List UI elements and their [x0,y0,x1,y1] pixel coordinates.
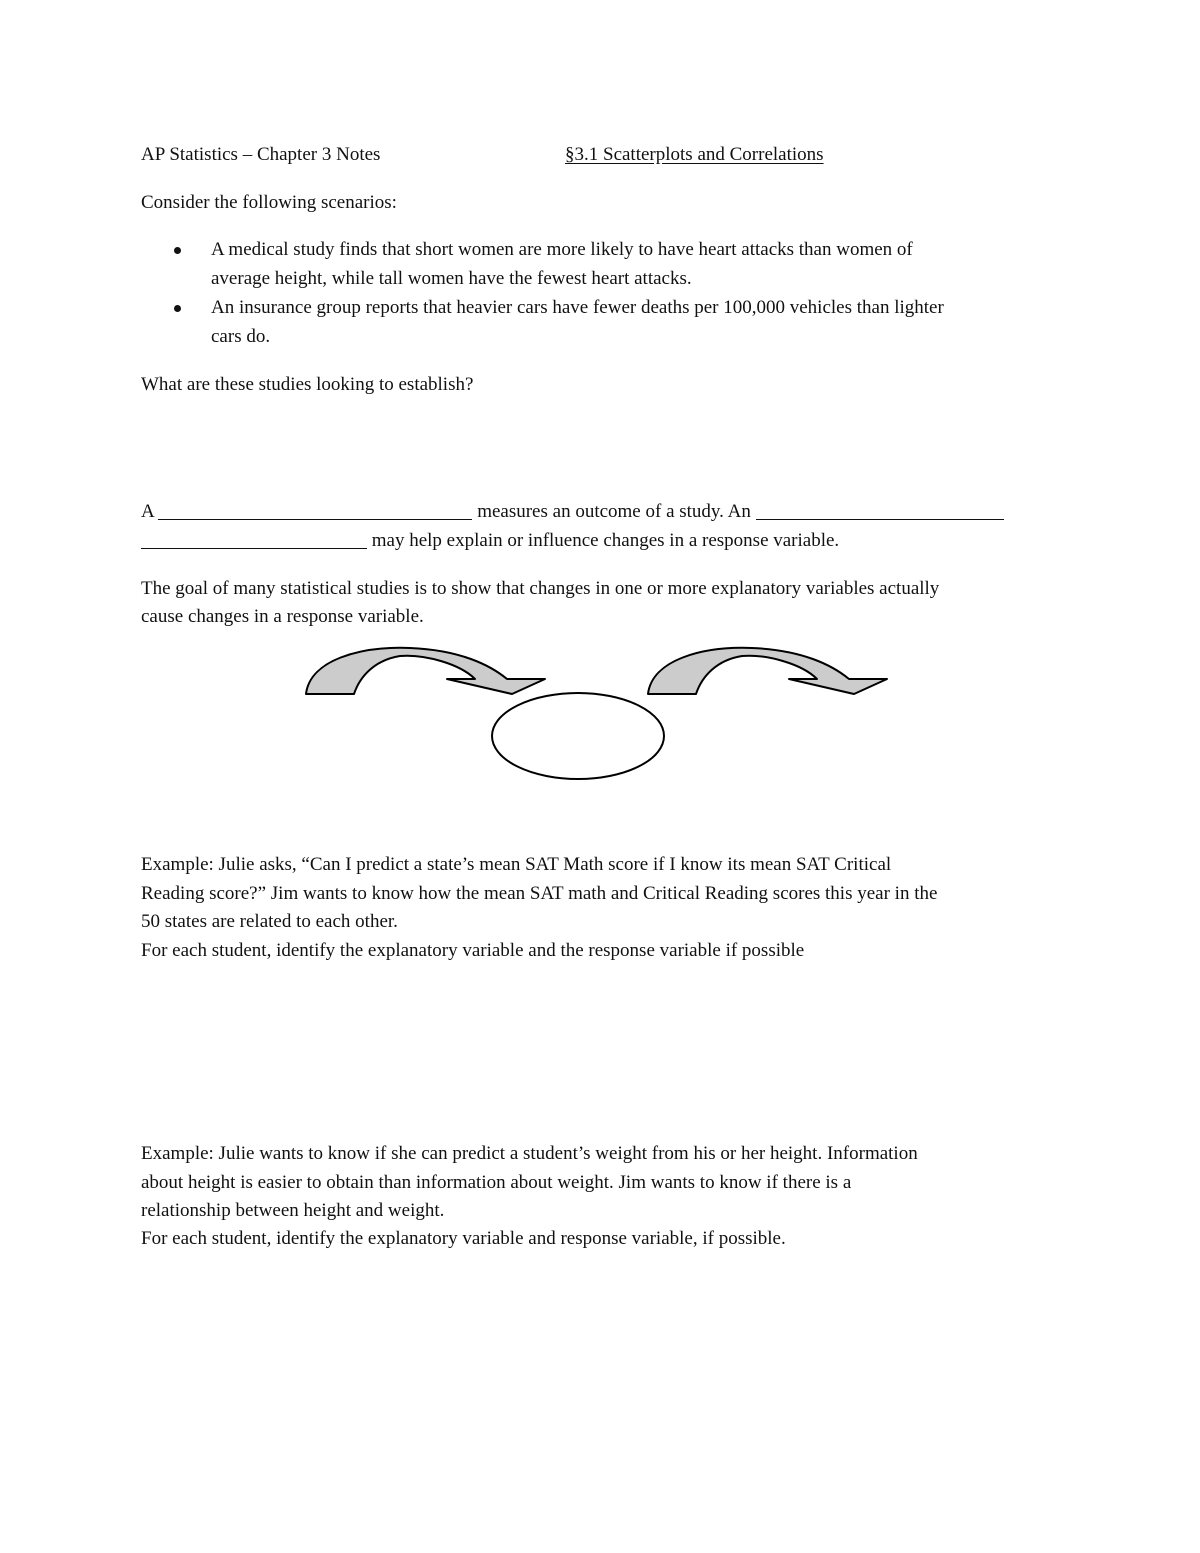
section-title: §3.1 Scatterplots and Correlations [565,144,824,165]
example-2-line-4: For each student, identify the explanatory variable and response variable, if possible. [141,1228,786,1249]
intro-text: Consider the following scenarios: [141,192,397,213]
scenario-2-line-1: An insurance group reports that heavier cars have fewer deaths per 100,000 vehicles than lighter [211,297,944,318]
definition-part-c: may help explain or influence changes in a response variable. [371,530,840,551]
example-1-line-3: 50 states are related to each other. [141,911,398,932]
left-curved-arrow [306,648,545,694]
page-title: AP Statistics – Chapter 3 Notes [141,144,381,165]
goal-line-1: The goal of many statistical studies is to show that changes in one or more explanatory variables actually [141,578,940,599]
definition-part-a: A [141,501,154,522]
definition-part-b: measures an outcome of a study. An [477,501,751,522]
scenario-1-line-2: average height, while tall women have the fewest heart attacks. [211,268,692,289]
example-1-line-1: Example: Julie asks, “Can I predict a state’s mean SAT Math score if I know its mean SAT Critical [141,854,892,875]
scenario-1-line-1: A medical study finds that short women are more likely to have heart attacks than women of [211,239,913,260]
example-2-line-1: Example: Julie wants to know if she can predict a student’s weight from his or her height. Information [141,1143,918,1164]
example-1-line-2: Reading score?” Jim wants to know how the mean SAT math and Critical Reading scores this year in the [141,883,938,904]
variable-ellipse[interactable] [492,693,664,779]
example-2-line-3: relationship between height and weight. [141,1200,445,1221]
example-1-line-4: For each student, identify the explanatory variable and the response variable if possible [141,940,805,961]
scenario-2-line-2: cars do. [211,326,271,347]
right-curved-arrow [648,648,887,694]
goal-line-2: cause changes in a response variable. [141,606,424,627]
example-2-line-2: about height is easier to obtain than information about weight. Jim wants to know if there is a [141,1172,852,1193]
question-text: What are these studies looking to establish? [141,374,474,395]
